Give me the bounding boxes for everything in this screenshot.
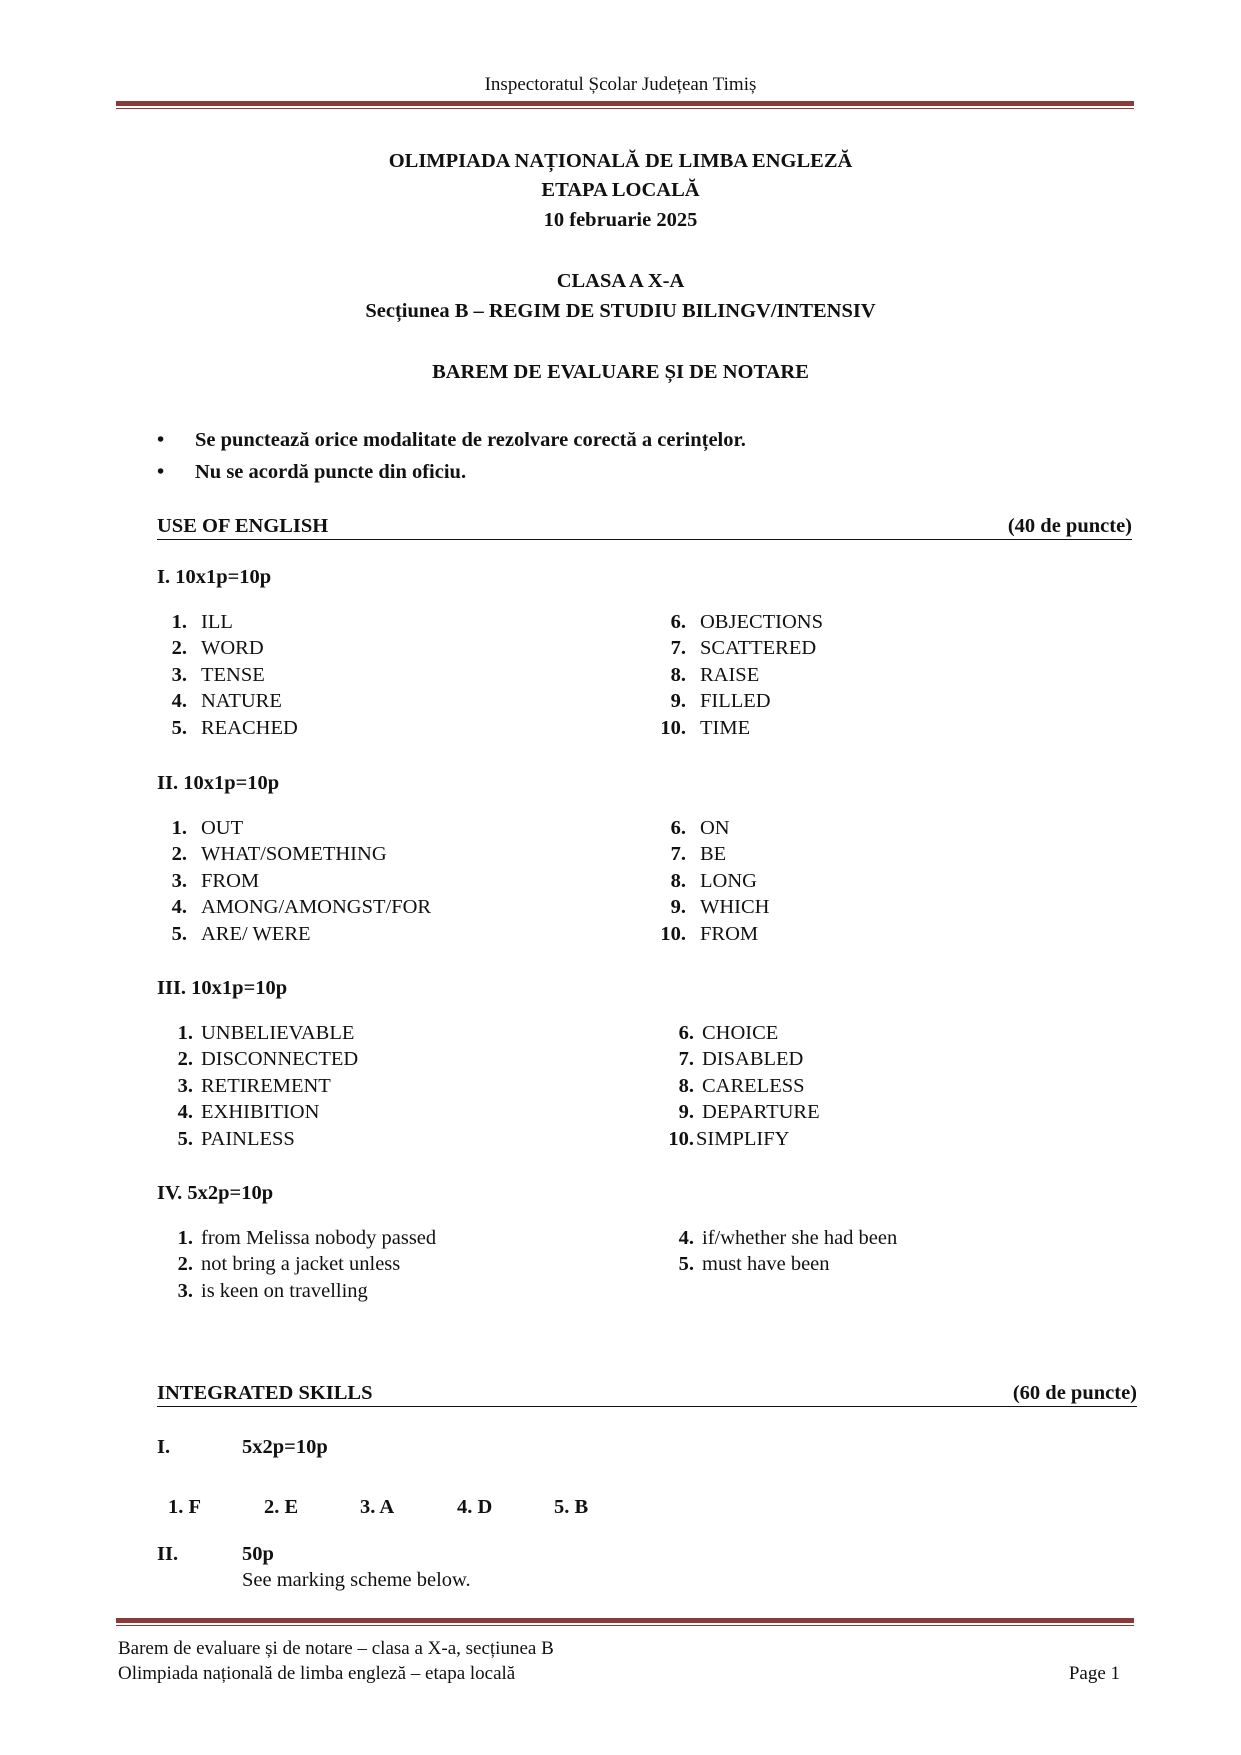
matching-answer: 4. D: [457, 1496, 493, 1518]
exam-date: 10 februarie 2025: [543, 209, 698, 231]
answer-item: 5. ARE/ WERE: [171, 922, 311, 945]
answer-item: 7. BE: [670, 843, 727, 866]
answer-column-left: [157, 815, 431, 948]
answer-item: 8. CARELESS: [678, 1074, 805, 1097]
matching-answer: 1. F: [168, 1496, 202, 1518]
matching-answer: 3. A: [360, 1496, 395, 1518]
use-of-english-header: [157, 515, 1132, 540]
answer-column-left: [157, 609, 298, 742]
answer-item: 10. FROM: [660, 922, 759, 945]
answer-item: 5. REACHED: [171, 716, 298, 739]
answer-item: 2. WHAT/SOMETHING: [171, 843, 387, 866]
answer-item: 5. PAINLESS: [177, 1127, 295, 1150]
footer-line-1: Barem de evaluare și de notare – clasa a X-a, secțiunea B: [118, 1638, 554, 1659]
answer-item: 1. from Melissa nobody passed: [177, 1226, 437, 1249]
instructions-list: [157, 424, 746, 488]
class-title: CLASA A X-A: [556, 270, 685, 292]
answer-item: 1. ILL: [171, 610, 233, 633]
answer-item: 2. WORD: [171, 637, 264, 660]
answer-item: 1. OUT: [171, 816, 244, 839]
section-label: USE OF ENGLISH: [157, 515, 329, 537]
answer-item: 4. EXHIBITION: [177, 1101, 320, 1124]
integrated-skills-header: [157, 1382, 1137, 1407]
answer-item: 3. FROM: [171, 869, 260, 892]
part-score: 50p: [242, 1543, 274, 1565]
matching-answers: [168, 1496, 588, 1519]
page-header-title: Inspectoratul Școlar Județean Timiș: [484, 74, 757, 95]
answer-column-left: [157, 1020, 358, 1153]
part-number: I.: [157, 1436, 171, 1458]
answer-item: 3. is keen on travelling: [177, 1279, 368, 1302]
answer-item: 4. NATURE: [171, 690, 282, 713]
matching-answer: 2. E: [264, 1496, 299, 1518]
page-number: Page 1: [1068, 1663, 1120, 1684]
answer-item: 8. RAISE: [670, 663, 760, 686]
matching-answer: 5. B: [554, 1496, 589, 1518]
answer-item: 5. must have been: [678, 1253, 830, 1276]
part-number: II.: [157, 1543, 179, 1565]
answer-item: 9. FILLED: [670, 690, 771, 713]
header-rule: [116, 101, 1134, 109]
answer-item: 3. TENSE: [171, 663, 265, 686]
section-title: Secțiunea B – REGIM DE STUDIU BILINGV/INTENSIV: [365, 300, 876, 322]
answer-item: 6. CHOICE: [678, 1021, 779, 1044]
part-heading: III. 10x1p=10p: [157, 977, 288, 999]
barem-title: BAREM DE EVALUARE ȘI DE NOTARE: [432, 361, 809, 383]
answer-item: 7. DISABLED: [678, 1048, 804, 1071]
answer-item: 7. SCATTERED: [670, 637, 817, 660]
answer-item: 4. if/whether she had been: [678, 1226, 898, 1249]
footer-line-2: Olimpiada națională de limba engleză – etapa locală: [118, 1663, 516, 1684]
answer-item: 9. DEPARTURE: [678, 1101, 820, 1124]
section-points: (40 de puncte): [1007, 515, 1132, 537]
answer-item: 10. SIMPLIFY: [668, 1127, 790, 1150]
answer-column-right: [656, 815, 769, 948]
part-heading: II. 10x1p=10p: [157, 772, 280, 794]
answer-column-right: [664, 1020, 820, 1153]
instruction-item: • Se punctează orice modalitate de rezolvare corectă a cerințelor.: [157, 428, 746, 451]
part-note: See marking scheme below.: [242, 1569, 471, 1591]
section-label: INTEGRATED SKILLS: [157, 1382, 373, 1404]
section-points: (60 de puncte): [1012, 1382, 1137, 1404]
stage-title: ETAPA LOCALĂ: [541, 179, 700, 201]
answer-column-right: [664, 1225, 897, 1278]
instruction-item: • Nu se acordă puncte din oficiu.: [157, 460, 467, 483]
answer-column-left: [157, 1225, 436, 1305]
answer-item: 8. LONG: [670, 869, 757, 892]
footer-rule: [116, 1618, 1134, 1626]
olympiad-title: OLIMPIADA NAȚIONALĂ DE LIMBA ENGLEZĂ: [388, 150, 853, 172]
answer-item: 6. OBJECTIONS: [670, 610, 824, 633]
answer-item: 6. ON: [670, 816, 730, 839]
answer-item: 2. DISCONNECTED: [177, 1048, 359, 1071]
answer-item: 3. RETIREMENT: [177, 1074, 331, 1097]
part-score: 5x2p=10p: [242, 1436, 328, 1458]
part-heading: I. 10x1p=10p: [157, 566, 272, 588]
answer-item: 1. UNBELIEVABLE: [177, 1021, 355, 1044]
answer-item: 4. AMONG/AMONGST/FOR: [171, 896, 432, 919]
answer-item: 9. WHICH: [670, 896, 770, 919]
answer-item: 2. not bring a jacket unless: [177, 1253, 401, 1276]
part-heading: IV. 5x2p=10p: [157, 1182, 274, 1204]
answer-column-right: [656, 609, 823, 742]
answer-item: 10. TIME: [660, 716, 751, 739]
